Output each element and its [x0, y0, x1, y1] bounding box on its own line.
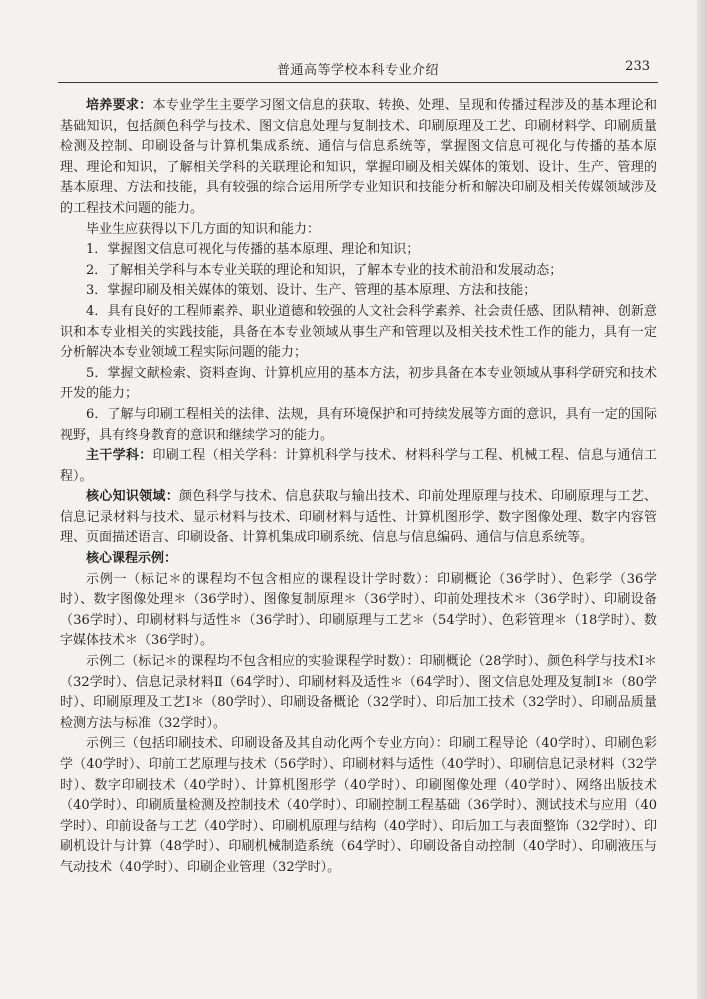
list-item — [60, 281, 657, 302]
paragraph-text: 5．掌握文献检索、资料查询、计算机应用的基本方法，初步具备在本专业领域从事科学研究和技术开发的能力； — [60, 365, 657, 402]
paragraph — [60, 220, 657, 241]
list-item — [60, 364, 657, 405]
paragraph-text: 示例三（包括印刷技术、印刷设备及其自动化两个专业方向）：印刷工程导论（40学时）、印刷色彩学（40学时）、印前工艺原理与技术（56学时）、印刷材料与适性（40学时）、印刷信息记录材料（32学时）、数字印刷技术（40学时）、计算机图形学（40学时）、印刷图像处理（40学时）、网络出版技术（40学时）、印刷质量检测及控制技术（40学时）、印刷控制工程基础（36学时）、测试技术与应用（40学时）、印前设备与工艺（40学时）、印刷机原理与结构（40学时）、印后加工与表面整饰（32学时）、印刷机设计与计算（48学时）、印刷机械制造系统（64学时）、印刷设备自动控制（40学时）、印刷液压与气动技术（40学时）、印刷企业管理（32学时）。 — [60, 736, 657, 875]
paragraph-text: 本专业学生主要学习图文信息的获取、转换、处理、呈现和传播过程涉及的基本理论和基础知识，包括颜色科学与技术、图文信息处理与复制技术、印刷原理及工艺、印刷材料学、印刷质量检测及控制、印刷设备与计算机集成系统、通信与信息系统等，掌握图文信息可视化与传播的基本原理、理论和知识，了解相关学科的关联理论和知识，掌握印刷及相关媒体的策划、设计、生产、管理的基本原理、方法和技能，具有较强的综合运用所学专业知识和技能分析和解决印刷及相关传媒领域涉及的工程技术问题的能力。 — [60, 98, 657, 216]
paragraph-text: 示例二（标记＊的课程均不包含相应的实验课程学时数）：印刷概论（28学时）、颜色科学与技术Ⅰ＊（32学时）、信息记录材料Ⅱ（64学时）、印刷材料及适性＊（64学时）、图文信息处理及复制Ⅰ＊（80学时）、印刷原理及工艺Ⅰ＊（80学时）、印刷设备概论（32学时）、印后加工技术（32学时）、印刷品质量检测方法与标准（32学时）。 — [60, 654, 657, 731]
paragraph — [60, 652, 657, 734]
list-item — [60, 240, 657, 261]
paragraph — [60, 96, 657, 220]
section-heading: 培养要求： — [86, 98, 153, 113]
paragraph-text: 1．掌握图文信息可视化与传播的基本原理、理论和知识； — [86, 242, 420, 258]
paragraph-text: 6．了解与印刷工程相关的法律、法规，具有环境保护和可持续发展等方面的意识，具有一定的国际视野，具有终身教育的意识和继续学习的能力。 — [60, 406, 657, 443]
paragraph — [60, 734, 657, 878]
list-item — [60, 302, 657, 364]
paragraph — [60, 570, 657, 652]
list-item — [60, 405, 657, 446]
paragraph-text: 颜色科学与技术、信息获取与输出技术、印前处理原理与技术、印刷原理与工艺、信息记录材料与技术、显示材料与技术、印刷材料与适性、计算机图形学、数字图像处理、数字内容管理、页面描述语言、印刷设备、计算机集成印刷系统、信息与信息编码、通信与信息系统等。 — [60, 489, 657, 546]
body-text — [60, 96, 657, 879]
page-header — [58, 56, 658, 83]
page-edge — [697, 0, 707, 999]
paragraph-text: 印刷工程（相关学科：计算机科学与技术、材料科学与工程、机械工程、信息与通信工程）。 — [60, 448, 657, 484]
page-number: 233 — [625, 59, 650, 74]
paragraph-text: 示例一（标记＊的课程均不包含相应的课程设计学时数）：印刷概论（36学时）、色彩学（36学时）、数字图像处理＊（36学时）、图像复制原理＊（36学时）、印前处理技术＊（36学时）、印刷设备（36学时）、印刷材料与适性＊（36学时）、印刷原理与工艺＊（54学时）、色彩管理＊（18学时）、数字媒体技术＊（36学时）。 — [60, 571, 657, 649]
paragraph — [60, 487, 657, 549]
section-heading: 主干学科： — [86, 448, 153, 464]
paragraph-text: 毕业生应获得以下几方面的知识和能力： — [86, 221, 321, 237]
section-heading: 核心知识领域： — [86, 489, 179, 505]
section-heading: 核心课程示例： — [86, 551, 178, 567]
paragraph — [60, 549, 657, 570]
paragraph-text: 4．具有良好的工程师素养、职业道德和较强的人文社会科学素养、社会责任感、团队精神、创新意识和本专业相关的实践技能，具备在本专业领域从事生产和管理以及相关技术性工作的能力，具有一定分析解决本专业领域工程实际问题的能力； — [60, 303, 657, 361]
paragraph-text: 3．掌握印刷及相关媒体的策划、设计、生产、管理的基本原理、方法和技能； — [86, 283, 537, 299]
paragraph-text: 2．了解相关学科与本专业关联的理论和知识，了解本专业的技术前沿和发展动态； — [86, 262, 563, 278]
running-title: 普通高等学校本科专业介绍 — [276, 63, 439, 78]
paragraph — [60, 446, 657, 487]
list-item — [60, 261, 657, 282]
